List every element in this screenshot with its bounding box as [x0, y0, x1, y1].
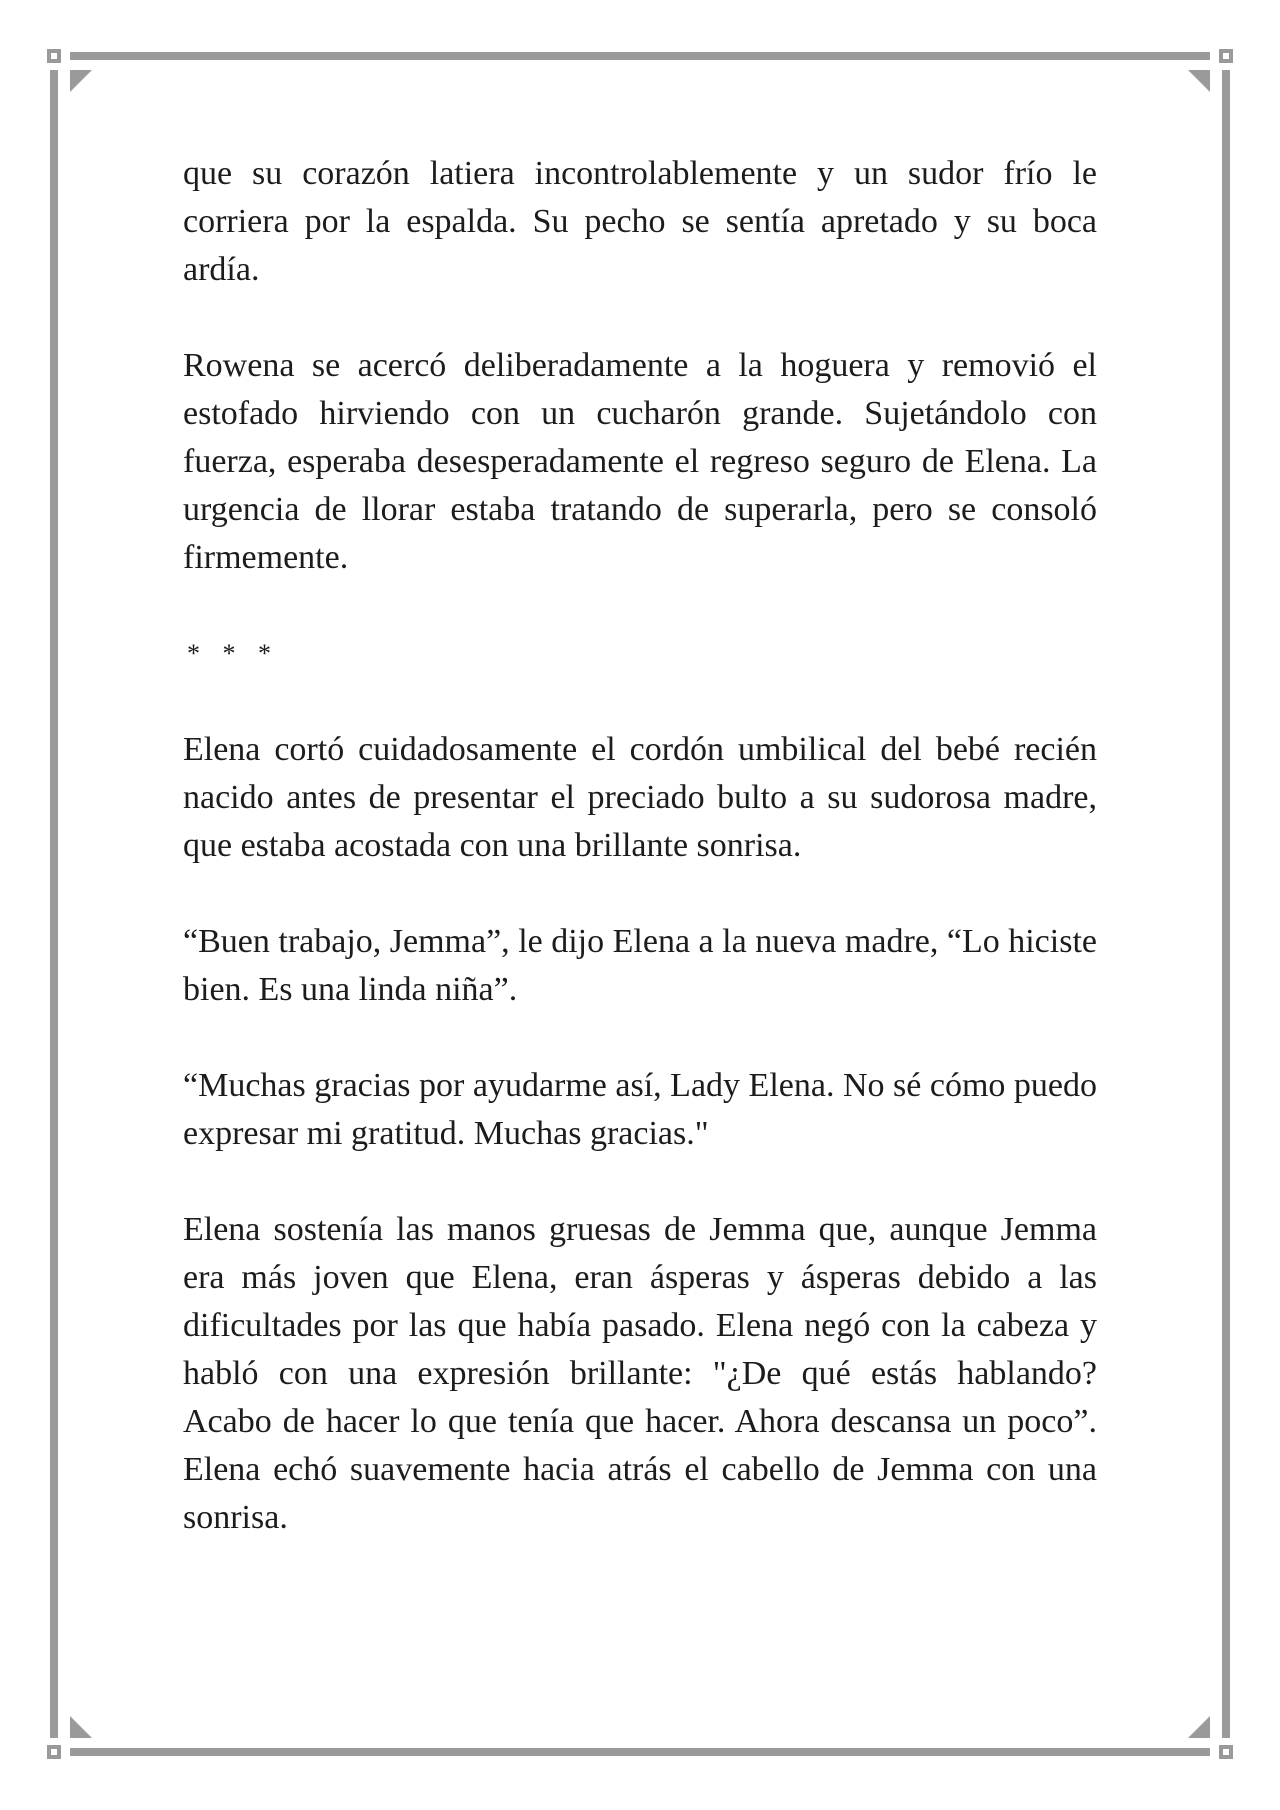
frame-left-border — [50, 70, 58, 1738]
frame-corner-triangle-bottom-right — [1188, 1716, 1210, 1738]
scene-break: * * * — [187, 639, 279, 668]
frame-corner-triangle-top-left — [70, 70, 92, 92]
frame-top-border — [70, 52, 1210, 60]
paragraph: Elena cortó cuidadosamente el cordón umbilical del bebé recién nacido antes de presentar el preciado bulto a su sudorosa madre, que estaba acostada con una brillante sonrisa. — [183, 731, 1097, 864]
frame-corner-ornament-top-right — [1219, 49, 1233, 63]
frame-right-border — [1222, 70, 1230, 1738]
frame-corner-ornament-top-left — [47, 49, 61, 63]
paragraph: Rowena se acercó deliberadamente a la hoguera y removió el estofado hirviendo con un cucharón grande. Sujetándolo con fuerza, esperaba desesperadamente el regreso seguro de Elena. La urgencia de llorar estaba tratando de superarla, pero se consoló firmemente. — [183, 347, 1097, 576]
frame-corner-ornament-bottom-right — [1219, 1745, 1233, 1759]
frame-corner-triangle-bottom-left — [70, 1716, 92, 1738]
paragraph: Elena sostenía las manos gruesas de Jemma que, aunque Jemma era más joven que Elena, eran ásperas y ásperas debido a las dificultades por las que había pasado. Elena negó con la cabeza y habló con una expresión brillante: "¿De qué estás hablando? Acabo de hacer lo que tenía que hacer. Ahora descansa un poco”. Elena echó suavemente hacia atrás el cabello de Jemma con una sonrisa. — [183, 1211, 1097, 1536]
frame-corner-triangle-top-right — [1188, 70, 1210, 92]
paragraph: “Muchas gracias por ayudarme así, Lady Elena. No sé cómo puedo expresar mi gratitud. Muchas gracias." — [183, 1067, 1097, 1152]
paragraph: “Buen trabajo, Jemma”, le dijo Elena a la nueva madre, “Lo hiciste bien. Es una linda niña”. — [183, 923, 1097, 1008]
frame-bottom-border — [70, 1748, 1210, 1756]
page-body — [183, 150, 1097, 1590]
frame-corner-ornament-bottom-left — [47, 1745, 61, 1759]
paragraph: que su corazón latiera incontrolablemente y un sudor frío le corriera por la espalda. Su pecho se sentía apretado y su boca ardía. — [183, 155, 1097, 288]
